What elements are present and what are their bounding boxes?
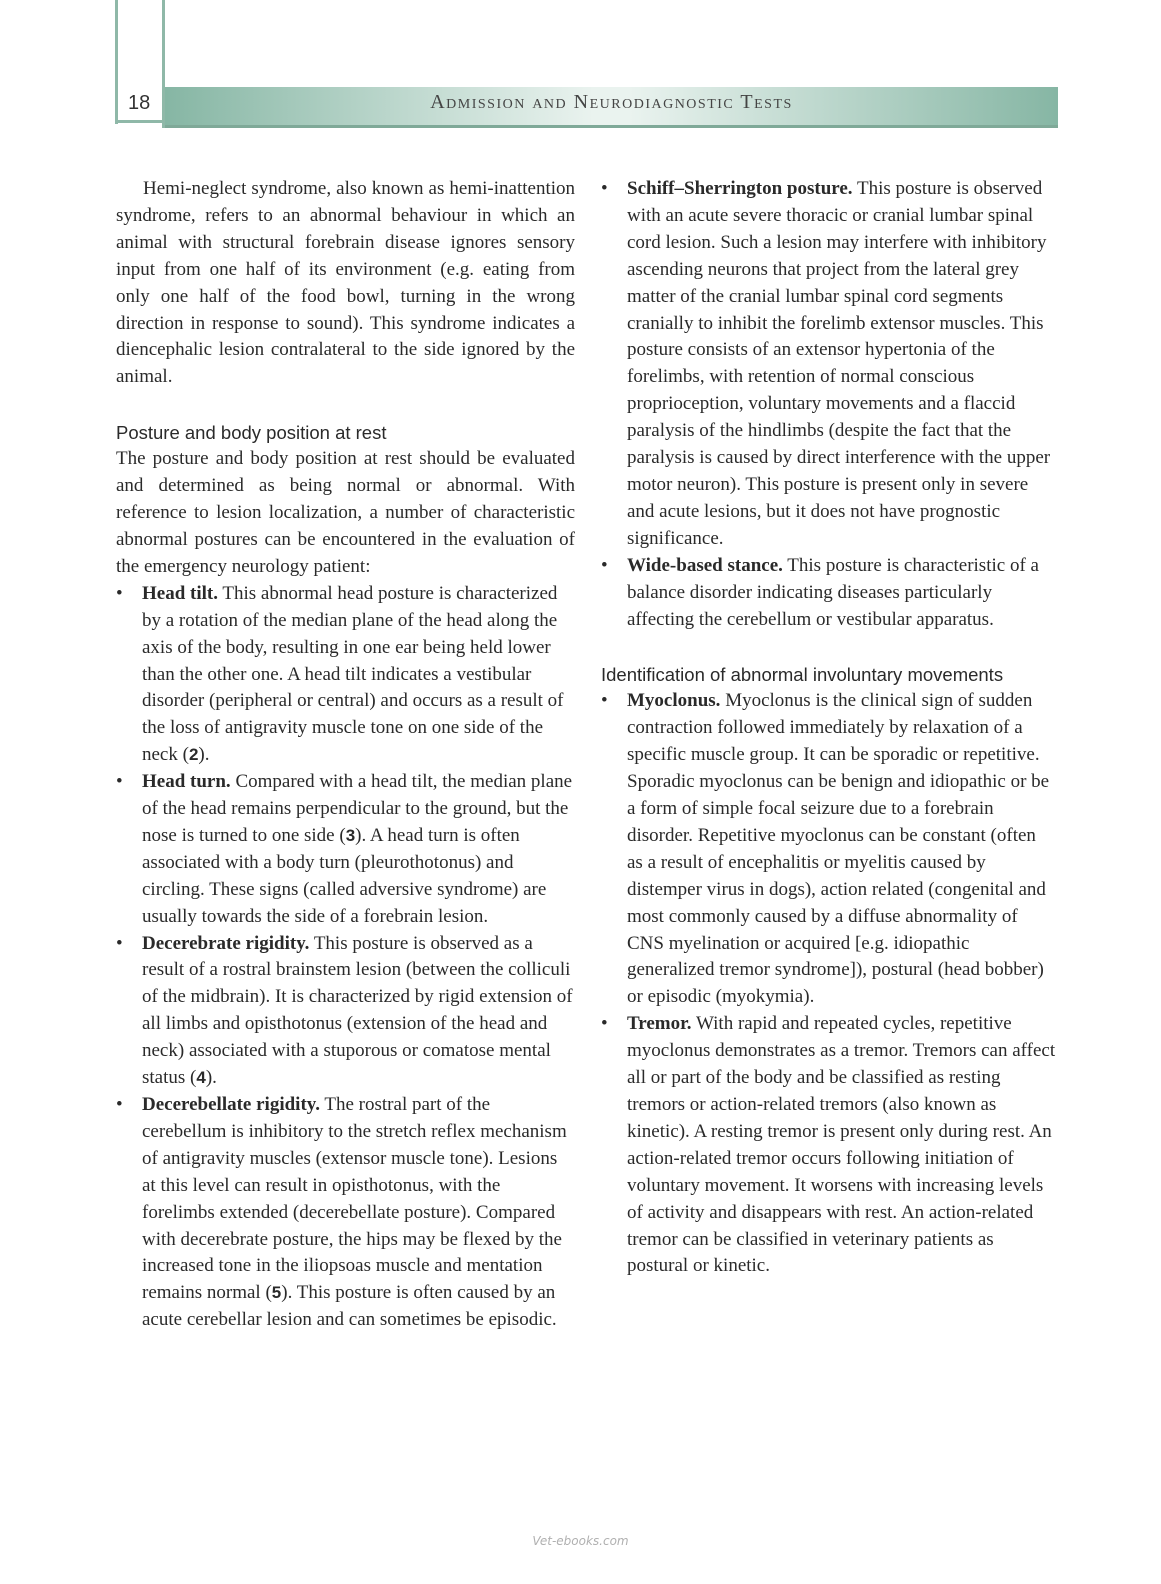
- involuntary-list: [601, 688, 1056, 1280]
- header-rule-left: [115, 0, 118, 124]
- posture-paragraph: The posture and body position at rest should be evaluated and determined as being normal or abnormal. With reference to lesion localization, a number of characteristic abnormal postures can be encountered in the evaluation of the emergency neurology patient:: [116, 448, 575, 577]
- list-item-tail: ). This posture is often caused by an acute cerebellar lesion and can sometimes be episodic.: [142, 1282, 557, 1331]
- list-item-term: Decerebellate rigidity.: [142, 1094, 320, 1115]
- figure-ref: 2: [188, 745, 199, 765]
- right-column: [601, 176, 1056, 1280]
- list-item: [116, 581, 575, 769]
- list-item-tail: ).: [205, 1067, 217, 1089]
- list-item: [601, 553, 1056, 634]
- list-item-tail: ). A head turn is often associated with a body turn (pleurothotonus) and circling. These signs (called adversive syndrome) are usually towards the side of a forebrain lesion.: [142, 824, 547, 927]
- list-item-term: Wide-based stance.: [627, 554, 783, 576]
- list-item-text: With rapid and repeated cycles, repetitive myoclonus demonstrates as a tremor. Tremors can affect all or part of the body and be classified as resting tremors or action-related tremors (also known as kinetic). A resting tremor is present only during rest. An action-related tremor occurs following initiation of voluntary movement. It worsens with increasing levels of activity and disappears with rest. An action-related tremor can be classified in veterinary patients as postural or kinetic.: [627, 1013, 1056, 1277]
- list-item-term: Myoclonus.: [627, 690, 721, 712]
- figure-ref: 3: [345, 825, 356, 845]
- watermark: Vet-ebooks.com: [532, 1534, 629, 1548]
- list-item: [601, 688, 1056, 1011]
- page-number: 18: [128, 92, 151, 114]
- list-item: [601, 1011, 1056, 1280]
- list-item-term: Head tilt.: [142, 582, 218, 604]
- list-item-text: This posture is observed with an acute severe thoracic or cranial lumbar spinal cord lesion. Such a lesion may interfere with inhibitory ascending neurons that project from the lateral grey matter of the cranial lumbar spinal cord segments cranially to inhibit the forelimb extensor muscles. This posture consists of an extensor hypertonia of the forelimbs, with retention of normal conscious proprioception, voluntary movements and a flaccid paralysis of the hindlimbs (despite the fact that the paralysis is caused by direct interference with the upper motor neuron). This posture is present only in severe and acute lesions, but it does not have prognostic significance.: [627, 178, 1051, 549]
- list-item: [116, 769, 575, 930]
- section-heading-posture: Posture and body position at rest: [116, 422, 387, 444]
- list-item-term: Tremor.: [627, 1013, 692, 1035]
- list-item-text: This abnormal head posture is characterized by a rotation of the median plane of the head along the axis of the body, resulting in one ear being held lower than the other one. A head tilt indicates a vestibular disorder (peripheral or central) and occurs as a result of the loss of antigravity muscle tone on one side of the neck (: [142, 582, 564, 766]
- intro-paragraph: Hemi-neglect syndrome, also known as hemi-inattention syndrome, refers to an abnormal behaviour in which an animal with structural forebrain disease ignores sensory input from one half of its environment (e.g. eating from only one half of the food bowl, turning in the wrong direction in response to sound). This syndrome indicates a diencephalic lesion contralateral to the side ignored by the animal.: [116, 178, 575, 388]
- posture-list-continued: [601, 176, 1056, 633]
- posture-list: [116, 581, 575, 1334]
- list-item-text: Myoclonus is the clinical sign of sudden contraction followed immediately by relaxation of a specific muscle group. It can be sporadic or repetitive. Sporadic myoclonus can be benign and idiopathic or be a form of simple focal seizure due to a forebrain disorder. Repetitive myoclonus can be constant (often as a result of encephalitis or myelitis caused by distemper virus in dogs), action related (congenital and most commonly caused by a diffuse abnormality of CNS myelination or acquired [e.g. idiopathic generalized tremor syndrome]), postural (head bobber) or episodic (myokymia).: [627, 690, 1050, 1008]
- list-item-text: Compared with a head tilt, the median plane of the head remains perpendicular to the ground, but the nose is turned to one side (: [142, 771, 573, 846]
- figure-ref: 4: [196, 1068, 206, 1088]
- list-item-text: The rostral part of the cerebellum is inhibitory to the stretch reflex mechanism of antigravity muscles (extensor muscle tone). Lesions at this level can result in opisthotonus, with the forelimbs extended (decerebellate posture). Compared with decerebrate posture, the hips may be flexed by the increased tone in the iliopsoas muscle and mentation remains normal (: [142, 1094, 567, 1304]
- section-heading-involuntary: Identification of abnormal involuntary movements: [601, 664, 1004, 686]
- list-item: [116, 1092, 575, 1334]
- list-item-term: Head turn.: [142, 771, 231, 793]
- list-item: [116, 931, 575, 1092]
- list-item-text: This posture is characteristic of a balance disorder indicating diseases particularly affecting the cerebellum or vestibular apparatus.: [627, 554, 1039, 630]
- header-stub: [118, 120, 162, 123]
- list-item-term: Decerebrate rigidity.: [142, 932, 310, 954]
- running-head: Admission and Neurodiagnostic Tests: [430, 91, 793, 113]
- list-item-term: Schiff–Sherrington posture.: [627, 178, 853, 199]
- list-item-tail: ).: [198, 744, 210, 766]
- left-column: [116, 176, 575, 1334]
- list-item: [601, 176, 1056, 553]
- list-item-text: This posture is observed as a result of a rostral brainstem lesion (between the colliculi of the midbrain). It is characterized by rigid extension of all limbs and opisthotonus (extension of the head and neck) associated with a stuporous or comatose mental status (: [142, 932, 573, 1089]
- figure-ref: 5: [271, 1283, 282, 1303]
